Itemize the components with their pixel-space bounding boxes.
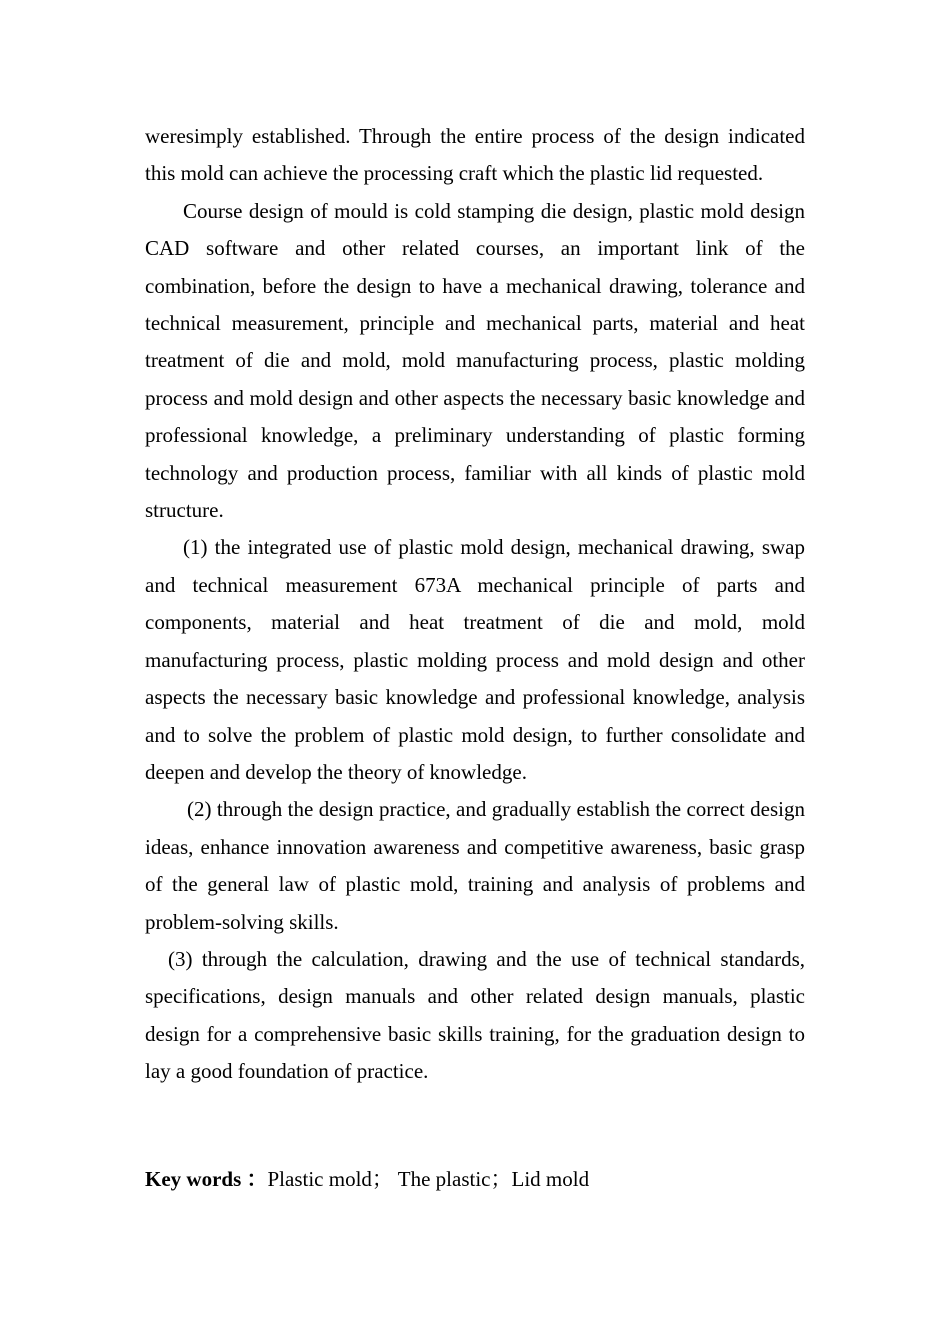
paragraph-item-3: (3) through the calculation, drawing and the use of technical standards, specifications, design manuals and other related design manuals, plastic design for a comprehensive basic skills training, for the graduation design to lay a good foundation of practice. xyxy=(145,946,805,1084)
keywords-line xyxy=(145,1162,805,1196)
paragraph-item-1: (1) the integrated use of plastic mold design, mechanical drawing, swap and technical measurement 673A mechanical principle of parts and components, material and heat treatment of die and mold, mold manufacturing process, plastic molding process and mold design and other aspects the necessary basic knowledge and professional knowledge, analysis and to solve the problem of plastic mold design, to further consolidate and deepen and develop the theory of knowledge. xyxy=(145,535,805,784)
paragraph-item-2: (2) through the design practice, and gradually establish the correct design ideas, enhance innovation awareness and competitive awareness, basic grasp of the general law of plastic mold, training and analysis of problems and problem-solving skills. xyxy=(145,797,805,934)
keywords-text: Plastic mold； The plastic；Lid mold xyxy=(267,1167,590,1191)
paragraph-continuation: weresimply established. Through the entire process of the design indicated this mold can achieve the processing craft which the plastic lid requested. xyxy=(145,124,805,186)
keywords-label: Key words ： xyxy=(145,1167,268,1191)
paragraph-course-design: Course design of mould is cold stamping die design, plastic mold design CAD software and other related courses, an important link of the combination, before the design to have a mechanical drawing, tolerance and technical measurement, principle and mechanical parts, material and heat treatment of die and mold, mold manufacturing process, plastic molding process and mold design and other aspects the necessary basic knowledge and professional knowledge, a preliminary understanding of plastic forming technology and production process, familiar with all kinds of plastic mold structure. xyxy=(145,198,805,523)
document-body xyxy=(145,118,805,1091)
